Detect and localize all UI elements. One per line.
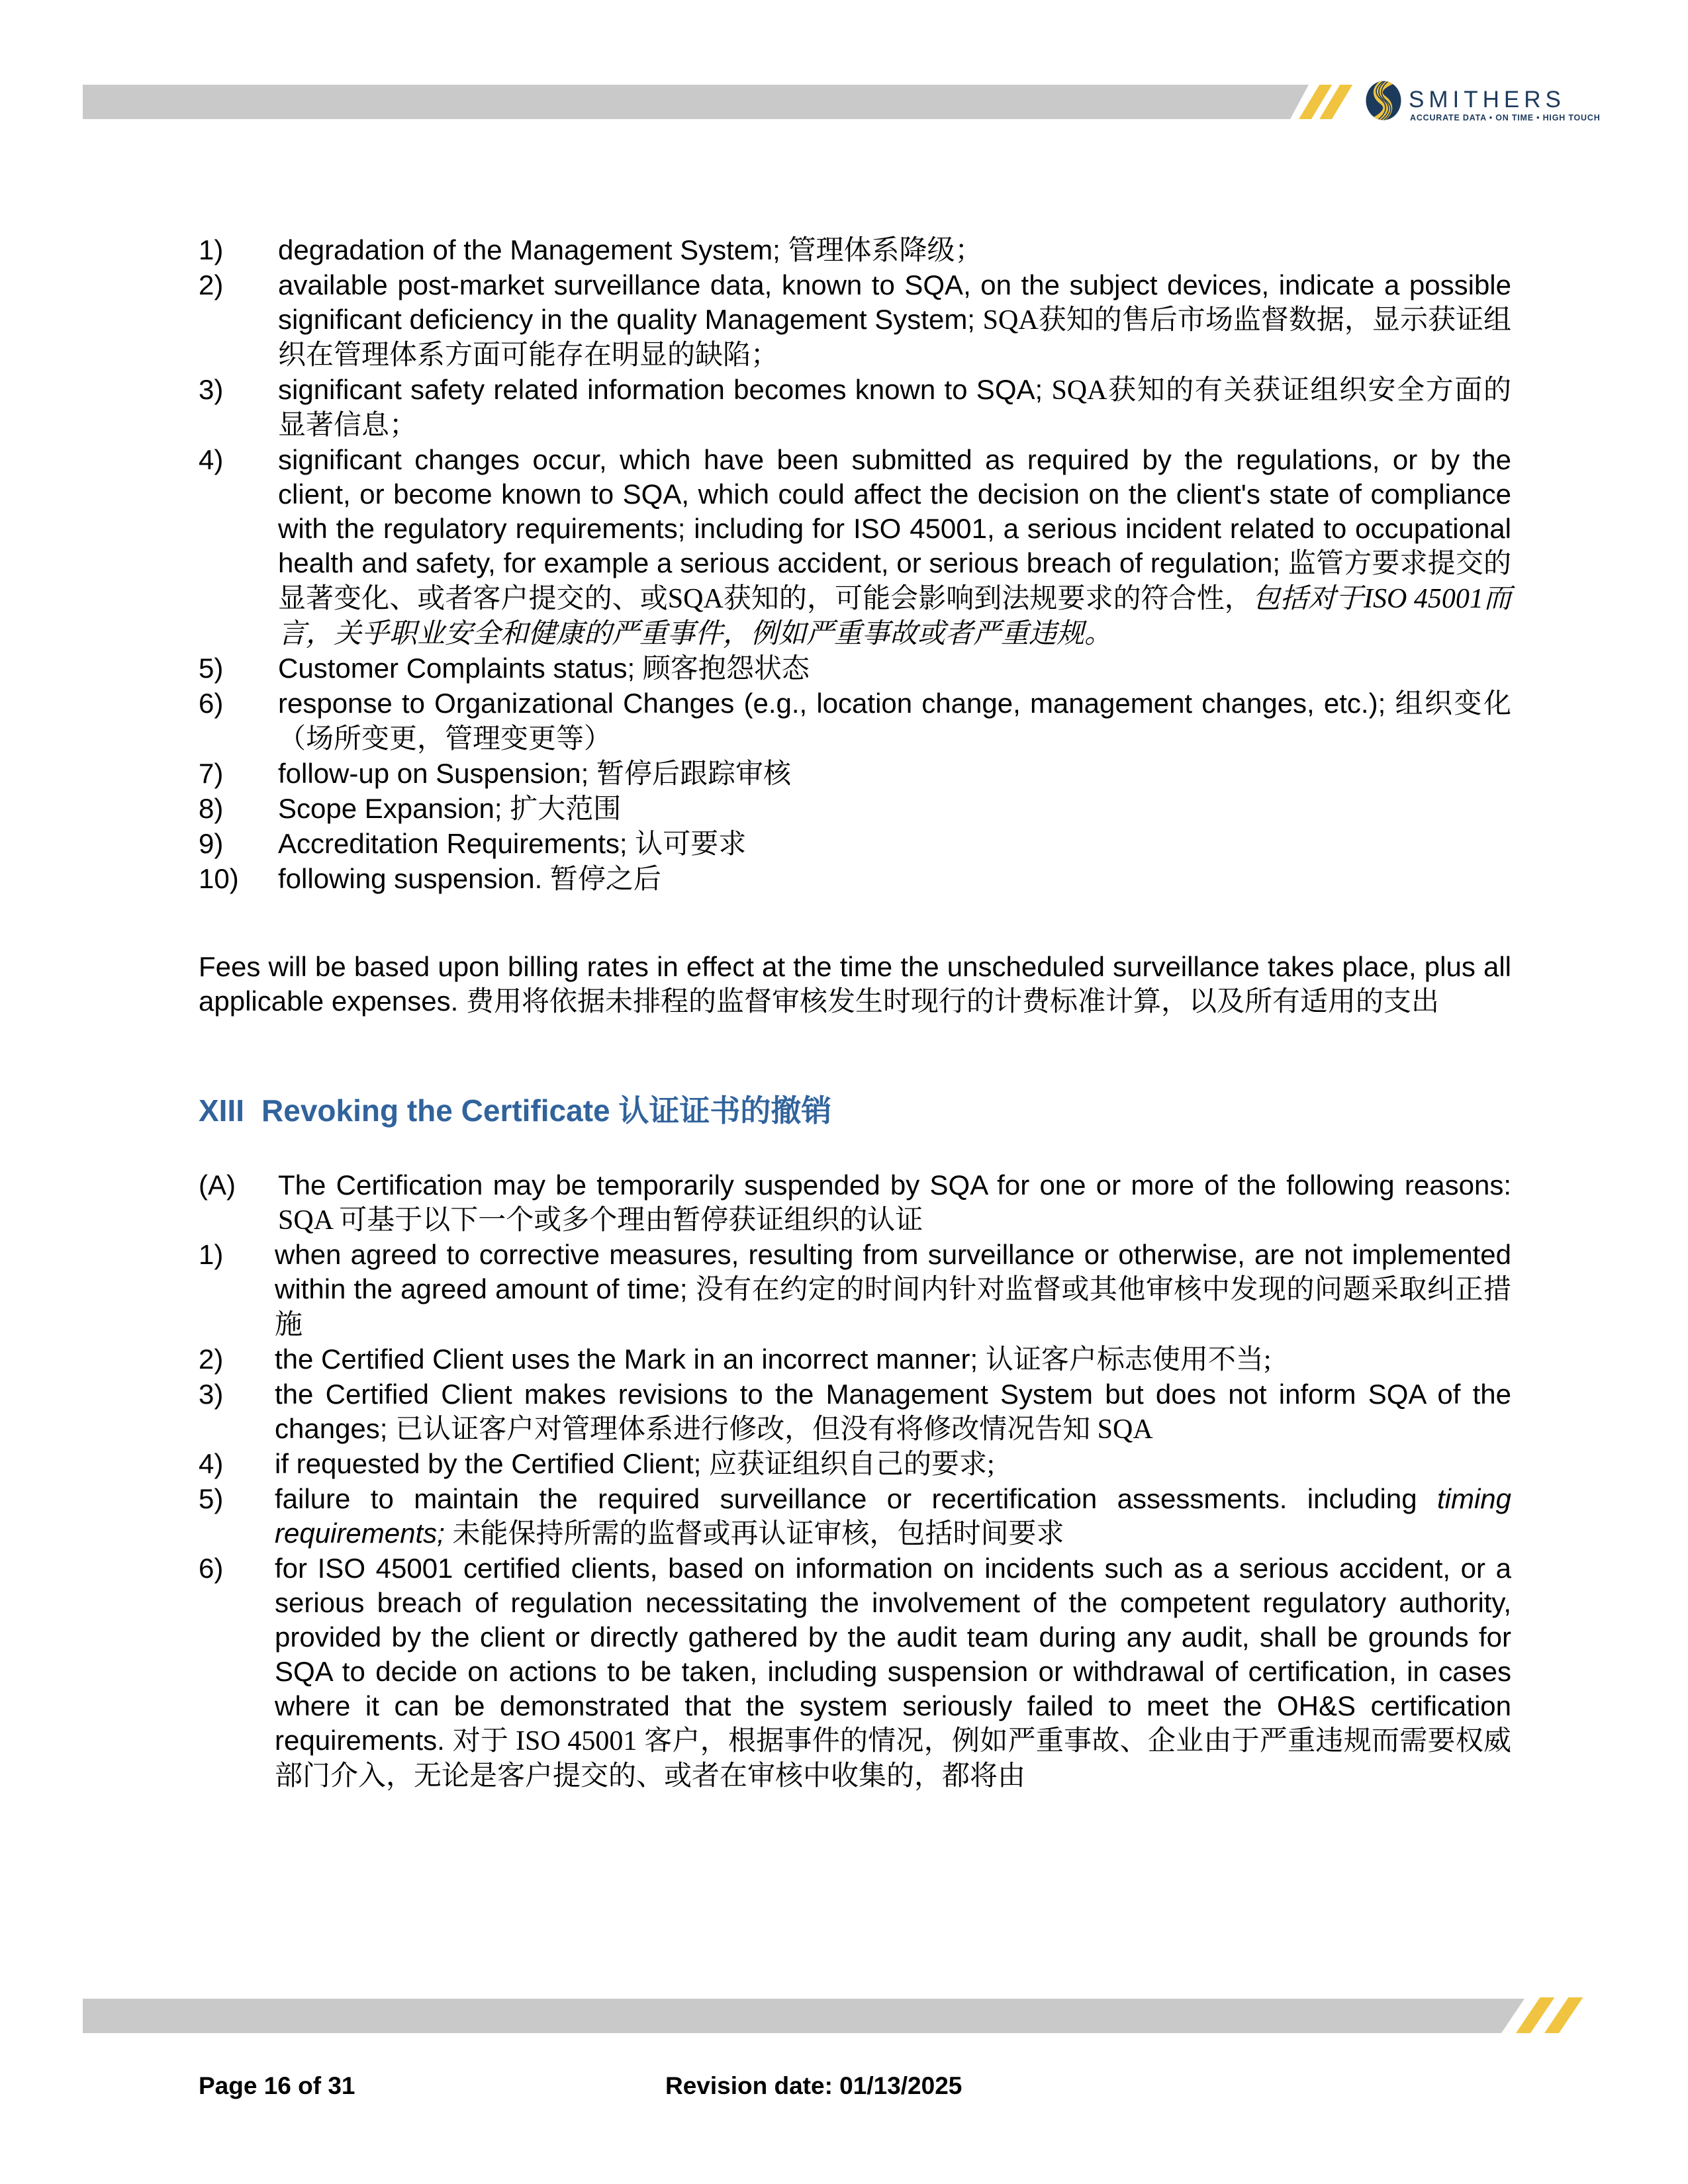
list-item-text-zh: 扩大范围: [510, 794, 622, 825]
list-item-text: [275, 1238, 1511, 1342]
list-item-text-en: Accreditation Requirements;: [278, 828, 628, 859]
list-item-text: [278, 443, 1511, 651]
clause-a-text-zh: SQA 可基于以下一个或多个理由暂停获证组织的认证: [278, 1205, 923, 1236]
list-item-text: [278, 756, 1511, 792]
list-item-number: 1): [199, 234, 224, 265]
list-item: [199, 373, 1511, 443]
list-item-text: [278, 233, 1511, 268]
section-heading-zh: 认证证书的撤销: [618, 1094, 832, 1128]
list-item-text-zh: 没有在约定的时间内针对监督或其他审核中发现的问题采取纠正措施: [275, 1275, 1511, 1340]
brand-tagline: ACCURATE DATA • ON TIME • HIGH TOUCH: [1410, 113, 1601, 122]
list-item-text: [278, 862, 1511, 897]
list-item-text-zh: 认可要求: [635, 829, 747, 860]
list-item-text: [278, 827, 1511, 862]
list-item: [199, 827, 1511, 862]
list-item: [199, 268, 1511, 373]
list-item-text-en: follow-up on Suspension;: [278, 758, 589, 789]
page-number: Page 16 of 31: [199, 2072, 355, 2099]
list-item-text-zh: 认证客户标志使用不当;: [985, 1345, 1272, 1375]
brand-name: SMITHERS: [1409, 87, 1566, 113]
list-item: [199, 1447, 1511, 1482]
list-item-number: 8): [199, 793, 224, 824]
list-item-text-zh: 未能保持所需的监督或再认证审核，包括时间要求: [452, 1519, 1064, 1549]
list-item-number: 6): [199, 688, 224, 719]
clause-a-label: (A): [199, 1169, 236, 1201]
list-item-text-en: response to Organizational Changes (e.g., location change, management changes, etc.);: [278, 688, 1386, 719]
clause-a-text-en: The Certification may be temporarily suspended by SQA for one or more of the following reasons:: [278, 1169, 1511, 1201]
list-item-text-en: available post-market surveillance data, known to SQA, on the subject devices, indicate a possible significant deficiency in the quality Management System;: [278, 269, 1511, 335]
list-item-text-en: Scope Expansion;: [278, 793, 502, 824]
list-item-text-en: if requested by the Certified Client;: [275, 1448, 702, 1479]
section-heading: [199, 1092, 1511, 1130]
list-item-text: [275, 1342, 1511, 1377]
list-item-number: 4): [199, 444, 224, 475]
list-item: [199, 1482, 1511, 1551]
list-item-text: [278, 792, 1511, 827]
list-item-number: 2): [199, 1343, 224, 1375]
list-item-text-zh: 组织变化（场所变更，管理变更等）: [278, 689, 1511, 754]
list-item-text-en: the Certified Client makes revisions to the Management System but does not inform SQA of the changes;: [275, 1379, 1511, 1444]
list-item-text-zh: 暂停之后: [549, 864, 661, 895]
list-item-text-zh: SQA获知的有关获证组织安全方面的显著信息；: [278, 375, 1511, 441]
list-item-text-en: failure to maintain the required surveillance or recertification assessments. including: [275, 1483, 1417, 1514]
list-item: [199, 792, 1511, 827]
list-item-text-zh: 暂停后跟踪审核: [596, 759, 791, 790]
list-item-text: [275, 1377, 1511, 1447]
revision-date: Revision date: 01/13/2025: [665, 2072, 962, 2099]
list-item: [199, 862, 1511, 897]
clause-a: [199, 1168, 1511, 1238]
list-item-text: [278, 268, 1511, 373]
list-item-number: 2): [199, 269, 224, 300]
list-item-number: 5): [199, 1483, 224, 1514]
list-item: [199, 1551, 1511, 1794]
list-item-text-en: for ISO 45001 certified clients, based on information on incidents such as a serious accident, or a serious breach of regulation necessitating the involvement of the competent regulatory authority, provided by the client or directly gathered by the audit team during any audit, shall be grounds for SQA to decide on actions to be taken, including suspension or withdrawal of certification, in cases where it can be demonstrated that the system seriously failed to meet the OH&S certification requirements.: [275, 1553, 1511, 1756]
list-item-text: [275, 1447, 1511, 1482]
list-item: [199, 233, 1511, 268]
list-item: [199, 756, 1511, 792]
list-item-text-zh-italic: 包括对于ISO 45001而言，关乎职业安全和健康的严重事件，例如严重事故或者严重违规。: [278, 584, 1511, 649]
list-item-text-zh: 顾客抱怨状态: [642, 654, 810, 684]
fees-paragraph-en: Fees will be based upon billing rates in effect at the time the unscheduled surveillance takes place, plus all applicable expenses.: [199, 951, 1511, 1017]
fees-paragraph: [199, 950, 1511, 1019]
list-item-text-zh: 已认证客户对管理体系进行修改，但没有将修改情况告知 SQA: [395, 1414, 1153, 1445]
list-item-text-en: significant changes occur, which have been submitted as required by the regulations, or by the client, or become known to SQA, which could affect the decision on the client's state of compliance with the regulatory requirements; including for ISO 45001, a serious incident related to occupational health and safety, for example a serious accident, or serious breach of regulation;: [278, 444, 1511, 578]
list-item-number: 10): [199, 863, 239, 894]
numbered-list-surveillance: [199, 233, 1511, 897]
list-item-number: 5): [199, 653, 224, 684]
list-item-text-zh: 管理体系降级；: [788, 236, 983, 266]
list-item-text-zh: SQA获知的售后市场监督数据，显示获证组织在管理体系方面可能存在明显的缺陷；: [278, 305, 1511, 371]
list-item-text-zh: 监管方要求提交的显著变化、或者客户提交的、或SQA获知的，可能会影响到法规要求的符合性，: [278, 549, 1511, 614]
list-item-number: 4): [199, 1448, 224, 1479]
list-item-text-zh: 应获证组织自己的要求;: [709, 1449, 995, 1480]
list-item-text: [275, 1482, 1511, 1551]
list-item-text: [278, 686, 1511, 756]
list-item-text-en-italic: timing requirements;: [275, 1483, 1511, 1549]
list-item-number: 6): [199, 1553, 224, 1584]
list-item-text-en: degradation of the Management System;: [278, 234, 780, 265]
clause-a-text: [278, 1168, 1511, 1238]
list-item-number: 1): [199, 1239, 224, 1270]
list-item-text-zh: 对于 ISO 45001 客户，根据事件的情况，例如严重事故、企业由于严重违规而需要权威部门介入，无论是客户提交的、或者在审核中收集的，都将由: [275, 1726, 1511, 1792]
list-item-text-en: Customer Complaints status;: [278, 653, 635, 684]
list-item: [199, 651, 1511, 686]
list-item-text: [275, 1551, 1511, 1794]
footer-bar: [83, 1999, 1524, 2033]
list-item-number: 9): [199, 828, 224, 859]
section-heading-en: Revoking the Certificate: [261, 1093, 610, 1128]
list-item-text-en: when agreed to corrective measures, resulting from surveillance or otherwise, are not implemented within the agreed amount of time;: [275, 1239, 1511, 1304]
list-item-text-en: following suspension.: [278, 863, 543, 894]
list-item: [199, 686, 1511, 756]
list-item-number: 3): [199, 1379, 224, 1410]
fees-paragraph-zh: 费用将依据未排程的监督审核发生时现行的计费标准计算，以及所有适用的支出: [465, 987, 1439, 1017]
list-item: [199, 1342, 1511, 1377]
list-item-text: [278, 651, 1511, 686]
list-item: [199, 1238, 1511, 1342]
list-item-text-en: significant safety related information becomes known to SQA;: [278, 374, 1043, 405]
list-item-number: 3): [199, 374, 224, 405]
list-item-number: 7): [199, 758, 224, 789]
section-heading-number: XIII: [199, 1093, 245, 1128]
list-item-text-en: the Certified Client uses the Mark in an incorrect manner;: [275, 1343, 978, 1375]
numbered-list-suspension-reasons: [199, 1238, 1511, 1794]
list-item: [199, 443, 1511, 651]
list-item: [199, 1377, 1511, 1447]
list-item-text: [278, 373, 1511, 443]
